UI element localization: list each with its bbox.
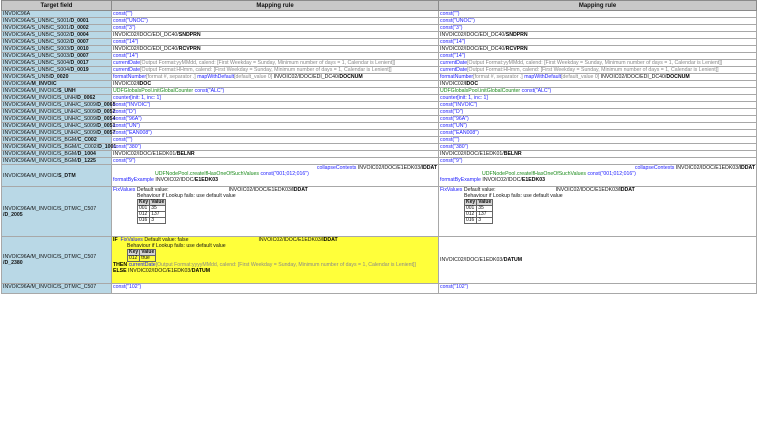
mapping-rule-left — [112, 151, 439, 158]
const-value: const("3") — [440, 25, 463, 31]
target-field: INVOIC96A/M_INVOIC/S_DTM/C_C507 — [2, 284, 112, 294]
function-name: formatNumber — [113, 74, 147, 80]
source-path: INVOIC02/IDOC/E1EDK01/ — [440, 151, 504, 157]
mapping-rule-right — [439, 18, 757, 25]
target-path: INVOIC96A/M_INVOIC/S_BGM/C_C002/ — [3, 144, 99, 150]
const-value: const("UN") — [113, 123, 141, 129]
table-row — [2, 284, 757, 294]
source-path: INVOIC02/IDOC/EDI_DC40/ — [600, 74, 667, 80]
mapping-table — [1, 0, 757, 294]
target-element: D_0057 — [97, 130, 116, 136]
table-row — [2, 123, 757, 130]
function-name: mapWithDefault — [197, 74, 235, 80]
table-row — [2, 88, 757, 95]
mapping-rule-left — [112, 158, 439, 165]
mapping-rule-right — [439, 46, 757, 53]
const-value: const("UNOC") — [113, 18, 148, 24]
const-value: const("3") — [113, 25, 136, 31]
function-params: [default_value 0] — [234, 74, 273, 80]
target-field: INVOIC96A/M_INVOIC/S_DTM/C_C507 /D_2005 — [2, 187, 112, 237]
table-row — [2, 130, 757, 137]
source-path: INVOIC02/IDOC/EDI_DC40/ — [113, 46, 179, 52]
table-row — [2, 53, 757, 60]
const-value: const("D") — [440, 109, 464, 115]
function-name: currentDate — [440, 67, 468, 73]
target-field — [2, 109, 116, 116]
header-row — [2, 1, 757, 11]
const-value: counter[init: 1, inc: 1] — [440, 95, 488, 101]
target-path: INVOIC96A/S_UNB/C_S001/ — [3, 25, 71, 31]
const-value: const("9") — [113, 158, 136, 164]
const-value: counter[init: 1, inc: 1] — [113, 95, 161, 101]
function-name: UDFGlobalsPool.initGlobalCounter — [113, 88, 194, 94]
mapping-rule-header-left: Mapping rule — [112, 1, 439, 11]
target-path: INVOIC96A/M_INVOIC/S_UNH/C_S009/ — [3, 116, 98, 122]
function-params: [format #, separator .] — [473, 74, 523, 80]
mapping-rule-right — [439, 109, 757, 116]
function-name: currentDate — [113, 60, 141, 66]
const-value: const("") — [113, 137, 133, 143]
target-element: S_UNH — [58, 88, 76, 94]
table-row — [2, 102, 757, 109]
target-element: D_0010 — [70, 46, 89, 52]
table-row — [2, 39, 757, 46]
mapping-rule-left — [112, 88, 439, 95]
target-element: D_0065 — [97, 102, 116, 108]
target-element: C_C002 — [77, 137, 97, 143]
table-row — [2, 25, 757, 32]
mapping-rule-right — [439, 116, 757, 123]
const-value: const("UN") — [440, 123, 468, 129]
mapping-rule-right: INVOIC02/IDOC/E1EDK03/DATUM — [439, 237, 757, 284]
mapping-rule-right — [439, 151, 757, 158]
target-element: D_0007 — [70, 39, 89, 45]
mapping-rule-right — [439, 123, 757, 130]
target-field — [2, 116, 116, 123]
mapping-rule-right — [439, 32, 757, 39]
mapping-rule-left — [112, 74, 439, 81]
table-row — [2, 81, 757, 88]
mapping-rule-left — [112, 32, 439, 39]
source-field: DOCNUM — [666, 74, 690, 80]
mapping-rule-right — [439, 74, 757, 81]
target-field — [2, 137, 112, 144]
function-name: currentDate — [113, 67, 141, 73]
mapping-rule-left: const("102") — [112, 284, 439, 294]
mapping-rule-right — [439, 88, 757, 95]
const-value: const("") — [440, 137, 460, 143]
target-field — [2, 123, 116, 130]
target-field — [2, 18, 112, 25]
mapping-rule-left — [112, 11, 439, 18]
target-element: D_0062 — [77, 95, 96, 101]
mapping-rule-right — [439, 60, 757, 67]
const-value: const("ALC") — [521, 88, 552, 94]
mapping-rule-right — [439, 158, 757, 165]
target-path: INVOIC96A/S_UNB/ — [3, 74, 51, 80]
const-value: const("INVOIC") — [113, 102, 151, 108]
target-path: INVOIC96A/S_UNB/C_S003/ — [3, 46, 71, 52]
source-path: INVOIC02/IDOC/EDI_DC40/ — [440, 32, 506, 38]
mapping-rule-right — [439, 81, 757, 88]
const-value: const("96A") — [440, 116, 469, 122]
target-path: INVOIC96A — [3, 11, 31, 17]
table-row — [2, 151, 757, 158]
target-path: INVOIC96A/M_INVOIC/S_UNH/C_S009/ — [3, 102, 98, 108]
function-params: [format #, separator .] — [146, 74, 196, 80]
table-row — [2, 187, 757, 237]
source-field: BELNR — [503, 151, 522, 157]
mapping-rule-left — [112, 144, 439, 151]
source-field: DOCNUM — [339, 74, 363, 80]
mapping-rule-right — [439, 67, 757, 74]
mapping-rule-right — [439, 11, 757, 18]
target-element: D_1001 — [98, 144, 117, 150]
table-row — [2, 74, 757, 81]
target-element: D_0051 — [97, 123, 116, 129]
target-field — [2, 25, 112, 32]
function-params: [Output Format:yyMMdd, calend: [First Weekday = Sunday, Minimum number of days = 1, Calendar is Lenient]] — [467, 60, 723, 66]
function-params: [Output Format:HHmm, calend: [First Weekday = Sunday, Minimum number of days = 1, Calendar is Lenient]] — [140, 67, 392, 73]
function-params: [default_value 0] — [561, 74, 600, 80]
target-field-header: Target field — [2, 1, 112, 11]
target-element: M_INVOIC — [31, 81, 57, 87]
mapping-rule-left: FixValues Default value: INVOIC02/IDOC/E1EDK03/IDDAT Behaviour if Lookup fails: use default value Key Value 001 35 012 137 016 3 — [112, 187, 439, 237]
function-name: mapWithDefault — [524, 74, 562, 80]
table-row — [2, 165, 757, 187]
mapping-rule-right — [439, 144, 757, 151]
target-field — [2, 74, 112, 81]
target-path: INVOIC96A/M_INVOIC/ — [3, 88, 59, 94]
function-name: formatNumber — [440, 74, 474, 80]
const-value: const("EAN008") — [113, 130, 152, 136]
source-path: INVOIC02/IDOC/E1EDK01/ — [113, 151, 177, 157]
mapping-rule-left — [112, 116, 439, 123]
mapping-rule-right — [439, 53, 757, 60]
table-row — [2, 144, 757, 151]
target-field — [2, 102, 116, 109]
target-field — [2, 11, 112, 18]
target-path: INVOIC96A/S_UNB/C_S002/ — [3, 39, 71, 45]
mapping-rule-left — [112, 102, 439, 109]
mapping-rule-right — [439, 25, 757, 32]
target-element: D_0052 — [97, 109, 116, 115]
mapping-rule-left — [112, 60, 439, 67]
mapping-rule-left: IF FixValues Default value: false INVOIC02/IDOC/E1EDK03/IDDAT Behaviour if Lookup fails: use default value Key Value 012 true THEN currentDate[Output Format:yyyyMMdd, calend: [First Weekday = Sunday, Minimum number of days = 1, Calendar is Lenient]] ELSE INVOIC02/IDOC/E1EDK03/DATUM — [112, 237, 439, 284]
const-value: const("ALC") — [194, 88, 225, 94]
function-params: [Output Format:HHmm, calend: [First Weekday = Sunday, Minimum number of days = 1, Calendar is Lenient]] — [467, 67, 719, 73]
target-field: INVOIC96A/M_INVOIC/S_DTM/C_C507 /D_2380 — [2, 237, 112, 284]
source-path: INVOIC02/ — [440, 81, 466, 87]
target-path: INVOIC96A/S_UNB/C_S004/ — [3, 67, 71, 73]
mapping-rule-right — [439, 102, 757, 109]
mapping-rule-left — [112, 18, 439, 25]
target-element: D_0007 — [70, 53, 89, 59]
mapping-rule-right: collapseContexts INVOIC02/IDOC/E1EDK03/IDDAT UDFNodePool.createIfHasOneOfSuchValues const("001;012;016") formatByExample INVOIC02/IDOC/E1EDK03 — [439, 165, 757, 187]
target-path: INVOIC96A/M_INVOIC/S_BGM/ — [3, 158, 78, 164]
const-value: const("INVOIC") — [440, 102, 478, 108]
target-field — [2, 46, 112, 53]
mapping-rule-left — [112, 95, 439, 102]
target-element: D_0002 — [70, 25, 89, 31]
target-path: INVOIC96A/ — [3, 81, 32, 87]
function-name: currentDate — [440, 60, 468, 66]
target-field — [2, 32, 112, 39]
source-field: IDOC — [138, 81, 152, 87]
const-value: const("96A") — [113, 116, 142, 122]
mapping-rule-right — [439, 137, 757, 144]
source-field: SNDPRN — [178, 32, 201, 38]
table-row — [2, 237, 757, 284]
target-field — [2, 53, 112, 60]
mapping-rule-left — [112, 137, 439, 144]
target-path: INVOIC96A/M_INVOIC/S_BGM/ — [3, 137, 78, 143]
target-field: INVOIC96A/M_INVOIC/S_DTM — [2, 165, 112, 187]
table-row — [2, 60, 757, 67]
const-value: const("EAN008") — [440, 130, 479, 136]
target-field — [2, 144, 117, 151]
source-path: INVOIC02/ — [113, 81, 139, 87]
table-row — [2, 116, 757, 123]
source-path: INVOIC02/IDOC/EDI_DC40/ — [113, 32, 179, 38]
table-row — [2, 18, 757, 25]
target-element: D_0001 — [70, 18, 89, 24]
mapping-rule-left — [112, 67, 439, 74]
source-field: BELNR — [176, 151, 195, 157]
target-path: INVOIC96A/M_INVOIC/S_UNH/C_S009/ — [3, 109, 98, 115]
target-element: D_0004 — [70, 32, 89, 38]
target-field — [2, 88, 112, 95]
target-element: D_0054 — [97, 116, 116, 122]
target-field — [2, 67, 112, 74]
mapping-rule-left — [112, 81, 439, 88]
source-field: RCVPRN — [178, 46, 201, 52]
target-path: INVOIC96A/S_UNB/C_S004/ — [3, 60, 71, 66]
source-field: RCVPRN — [505, 46, 528, 52]
const-value: const("UNOC") — [440, 18, 475, 24]
mapping-rule-right — [439, 39, 757, 46]
mapping-rule-left — [112, 123, 439, 130]
const-value: const("380") — [113, 144, 142, 150]
target-field — [2, 39, 112, 46]
target-field — [2, 158, 112, 165]
target-path: INVOIC96A/M_INVOIC/S_UNH/C_S009/ — [3, 130, 98, 136]
const-value: const("14") — [113, 39, 139, 45]
mapping-rule-right — [439, 130, 757, 137]
table-row — [2, 11, 757, 18]
function-name: UDFGlobalsPool.initGlobalCounter — [440, 88, 521, 94]
fixvalues-lookup-table: Key Value 012 true — [129, 249, 155, 261]
target-field — [2, 81, 112, 88]
target-field — [2, 60, 112, 67]
const-value: const("14") — [440, 53, 466, 59]
mapping-rule-left — [112, 46, 439, 53]
target-path: INVOIC96A/S_UNB/C_S001/ — [3, 18, 71, 24]
source-field: IDOC — [465, 81, 479, 87]
mapping-rule-left — [112, 130, 439, 137]
target-field — [2, 151, 112, 158]
mapping-rule-left — [112, 25, 439, 32]
mapping-rule-left: collapseContexts INVOIC02/IDOC/E1EDK03/IDDAT UDFNodePool.createIfHasOneOfSuchValues const("001;012;016") formatByExample INVOIC02/IDOC/E1EDK03 — [112, 165, 439, 187]
target-element: D_0019 — [70, 67, 89, 73]
target-path: INVOIC96A/S_UNB/C_S002/ — [3, 32, 71, 38]
const-value: const("14") — [440, 39, 466, 45]
target-path: INVOIC96A/S_UNB/C_S003/ — [3, 53, 71, 59]
table-row — [2, 67, 757, 74]
source-path: INVOIC02/IDOC/EDI_DC40/ — [440, 46, 506, 52]
const-value: const("14") — [113, 53, 139, 59]
mapping-rule-right — [439, 95, 757, 102]
target-element: D_1004 — [77, 151, 96, 157]
target-path: INVOIC96A/M_INVOIC/S_BGM/ — [3, 151, 78, 157]
target-path: INVOIC96A/M_INVOIC/S_UNH/ — [3, 95, 78, 101]
fixvalues-lookup-table: Key Value 001 35 012 137 016 3 — [139, 199, 165, 223]
table-row — [2, 46, 757, 53]
table-row — [2, 32, 757, 39]
const-value: const("") — [113, 11, 133, 17]
target-element: D_0017 — [70, 60, 89, 66]
fixvalues-lookup-table: Key Value 001 35 012 137 016 3 — [466, 199, 492, 223]
source-field: SNDPRN — [505, 32, 528, 38]
mapping-rule-right: const("102") — [439, 284, 757, 294]
target-element: D_1225 — [77, 158, 96, 164]
target-field — [2, 130, 116, 137]
mapping-rule-right: FixValues Default value: INVOIC02/IDOC/E1EDK03/IDDAT Behaviour if Lookup fails: use default value Key Value 001 35 012 137 016 3 — [439, 187, 757, 237]
table-row — [2, 95, 757, 102]
mapping-rule-header-right: Mapping rule — [439, 1, 757, 11]
table-row — [2, 109, 757, 116]
table-row — [2, 158, 757, 165]
target-field — [2, 95, 112, 102]
source-path: INVOIC02/IDOC/EDI_DC40/ — [273, 74, 340, 80]
target-path: INVOIC96A/M_INVOIC/S_UNH/C_S009/ — [3, 123, 98, 129]
const-value: const("D") — [113, 109, 137, 115]
const-value: const("380") — [440, 144, 469, 150]
const-value: const("9") — [440, 158, 463, 164]
function-params: [Output Format:yyMMdd, calend: [First Weekday = Sunday, Minimum number of days = 1, Calendar is Lenient]] — [140, 60, 396, 66]
mapping-rule-left — [112, 109, 439, 116]
mapping-rule-left — [112, 53, 439, 60]
const-value: const("") — [440, 11, 460, 17]
table-row — [2, 137, 757, 144]
target-element: D_0020 — [50, 74, 69, 80]
mapping-rule-left — [112, 39, 439, 46]
